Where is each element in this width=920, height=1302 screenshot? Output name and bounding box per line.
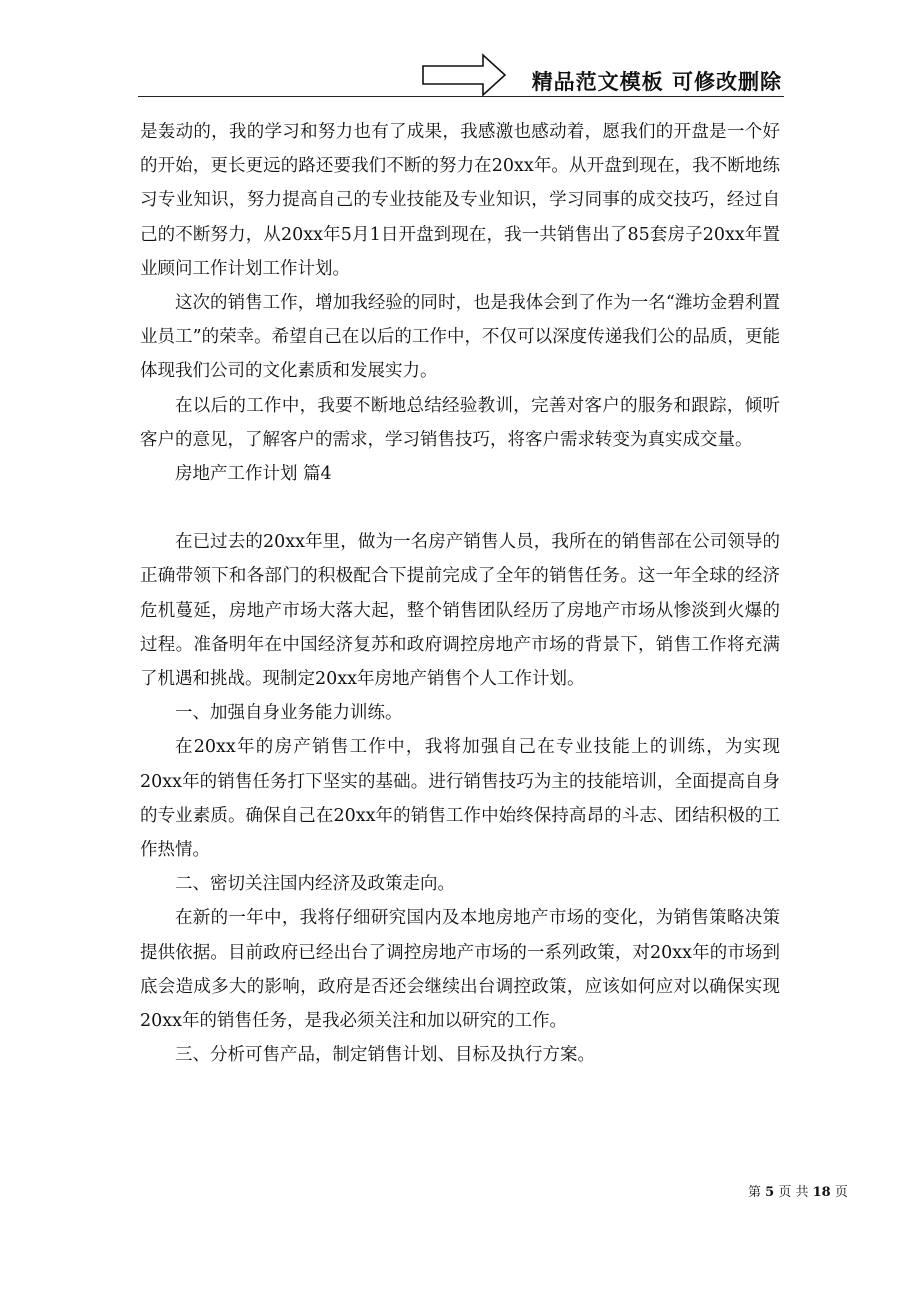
header-title: 精品范文模板 可修改删除 [531, 70, 782, 94]
paragraph: 这次的销售工作，增加我经验的同时，也是我体会到了作为一名“潍坊金碧利置业员工”的荣幸。希望自己在以后的工作中，不仅可以深度传递我们公的品质，更能体现我们公司的文化素质和发展实力。 [140, 293, 780, 382]
footer-suffix: 页 [834, 1185, 848, 1200]
section-title: 房地产工作计划 篇4 [175, 464, 332, 485]
footer-prefix: 第 [748, 1185, 762, 1200]
current-page-number: 5 [765, 1185, 775, 1200]
paragraph: 在已过去的20xx年里，做为一名房产销售人员，我所在的销售部在公司领导的正确带领下和各部门的积极配合下提前完成了全年的销售任务。这一年全球的经济危机蔓延，房地产市场大落大起，整个销售团队经历了房地产市场从惨淡到火爆的过程。准备明年在中国经济复苏和政府调控房地产市场的背景下，销售工作将充满了机遇和挑战。现制定20xx年房地产销售个人工作计划。 [140, 532, 780, 690]
paragraph: 在新的一年中，我将仔细研究国内及本地房地产市场的变化，为销售策略决策提供依据。目前政府已经出台了调控房地产市场的一系列政策，对20xx年的市场到底会造成多大的影响，政府是否还会继续出台调控政策，应该如何应对以确保实现20xx年的销售任务，是我必须关注和加以研究的工作。 [140, 908, 780, 1032]
paragraph: 在以后的工作中，我要不断地总结经验教训，完善对客户的服务和跟踪，倾听客户的意见，了解客户的需求，学习销售技巧，将客户需求转变为真实成交量。 [140, 395, 780, 450]
total-pages-number: 18 [812, 1185, 831, 1200]
paragraph: 在20xx年的房产销售工作中，我将加强自己在专业技能上的训练，为实现20xx年的销售任务打下坚实的基础。进行销售技巧为主的技能培训，全面提高自身的专业素质。确保自己在20xx年的销售工作中始终保持高昂的斗志、团结积极的工作热情。 [140, 737, 780, 861]
blank-line [140, 491, 780, 525]
right-arrow-outline-icon [421, 52, 511, 98]
page-header [138, 52, 784, 98]
subheading: 三、分析可售产品，制定销售计划、目标及执行方案。 [175, 1045, 595, 1066]
page-number-footer [748, 1181, 848, 1200]
paragraph-continued: 是轰动的，我的学习和努力也有了成果，我感激也感动着，愿我们的开盘是一个好的开始，更长更远的路还要我们不断的努力在20xx年。从开盘到现在，我不断地练习专业知识，努力提高自己的专业技能及专业知识，学习同事的成交技巧，经过自己的不断努力，从20xx年5月1日开盘到现在，我一共销售出了85套房子20xx年置业顾问工作计划工作计划。 [140, 122, 780, 279]
footer-middle: 页 共 [778, 1185, 809, 1200]
subheading: 一、加强自身业务能力训练。 [175, 703, 403, 724]
document-body [140, 115, 780, 1072]
header-divider [138, 96, 784, 97]
subheading: 二、密切关注国内经济及政策走向。 [175, 874, 455, 895]
